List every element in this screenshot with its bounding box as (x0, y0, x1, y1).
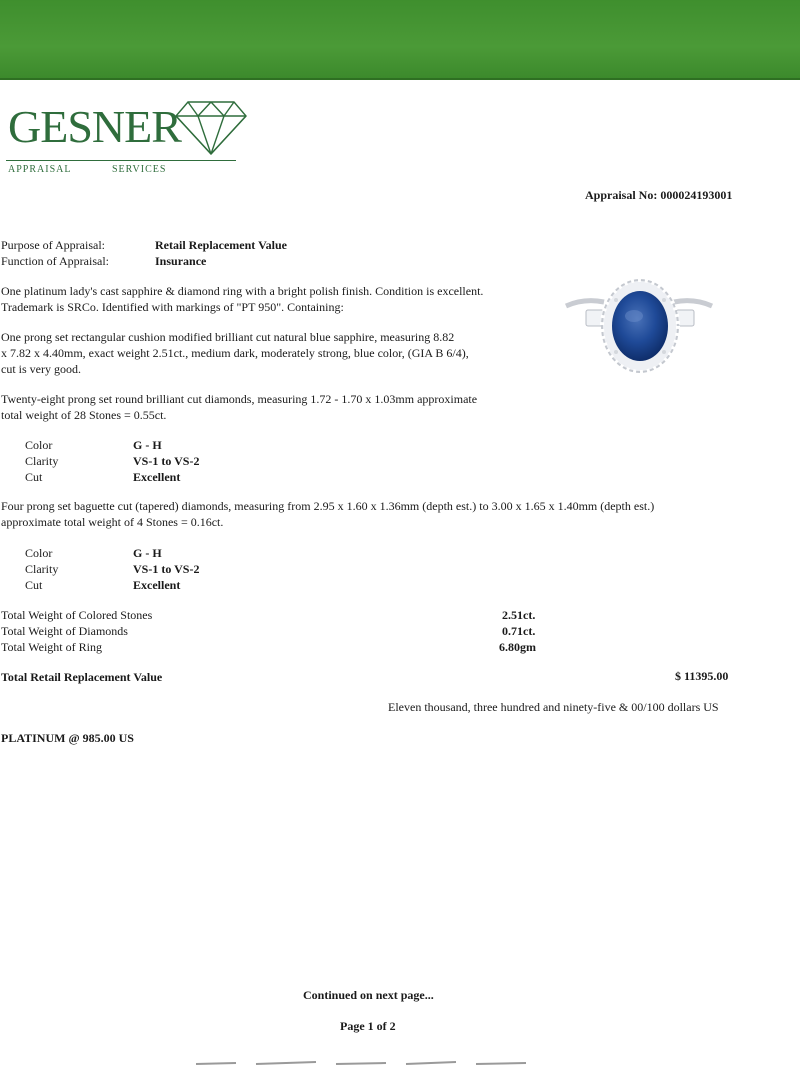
function-value: Insurance (155, 254, 207, 268)
spec1-clarity-label: Clarity (25, 454, 59, 468)
spec2-color-label: Color (25, 546, 53, 560)
total-colored-value: 2.51ct. (502, 608, 536, 622)
desc3-line2: total weight of 28 Stones = 0.55ct. (1, 408, 167, 422)
desc3-line1: Twenty-eight prong set round brilliant cut diamonds, measuring 1.72 - 1.70 x 1.03mm approximate (1, 392, 478, 406)
purpose-label: Purpose of Appraisal: (1, 238, 105, 252)
logo-sub-left: APPRAISAL (8, 164, 72, 175)
header-banner (0, 0, 800, 80)
appraisal-number: Appraisal No: 000024193001 (585, 188, 733, 202)
logo-rule (6, 160, 236, 161)
total-ring-label: Total Weight of Ring (1, 640, 102, 654)
scan-artifact (196, 1058, 526, 1066)
logo-sub-right: SERVICES (112, 164, 167, 175)
desc4-line2: approximate total weight of 4 Stones = 0.16ct. (1, 515, 224, 529)
spec1-clarity-value: VS-1 to VS-2 (133, 454, 200, 468)
diamond-icon (174, 96, 248, 156)
desc1-line1: One platinum lady's cast sapphire & diamond ring with a bright polish finish. Condition is excellent. (1, 284, 484, 298)
desc2-line1: One prong set rectangular cushion modified brilliant cut natural blue sapphire, measuring 8.82 (1, 330, 455, 344)
logo-wordmark: GESNER (8, 101, 181, 152)
desc1-line2: Trademark is SRCo. Identified with markings of "PT 950". Containing: (1, 300, 344, 314)
spec2-clarity-value: VS-1 to VS-2 (133, 562, 200, 576)
spec2-cut-label: Cut (25, 578, 43, 592)
desc2-line3: cut is very good. (1, 362, 81, 376)
total-ring-value: 6.80gm (499, 640, 536, 654)
ring-photo (564, 272, 714, 382)
retail-value: $ 11395.00 (675, 669, 729, 683)
function-label: Function of Appraisal: (1, 254, 109, 268)
spec1-color-value: G - H (133, 438, 162, 452)
continued-note: Continued on next page... (303, 988, 434, 1002)
total-diamonds-label: Total Weight of Diamonds (1, 624, 128, 638)
platinum-price: PLATINUM @ 985.00 US (1, 731, 134, 745)
gesner-logo (6, 96, 246, 180)
purpose-value: Retail Replacement Value (155, 238, 287, 252)
spec1-cut-value: Excellent (133, 470, 181, 484)
spec1-color-label: Color (25, 438, 53, 452)
retail-label: Total Retail Replacement Value (1, 670, 163, 684)
desc4-line1: Four prong set baguette cut (tapered) diamonds, measuring from 2.95 x 1.60 x 1.36mm (depth est.) to 3.00 x 1.65 x 1.40mm (depth est.) (1, 499, 655, 513)
desc2-line2: x 7.82 x 4.40mm, exact weight 2.51ct., medium dark, moderately strong, blue color, (GIA B 6/4), (1, 346, 469, 360)
spec2-color-value: G - H (133, 546, 162, 560)
spec2-cut-value: Excellent (133, 578, 181, 592)
page-number: Page 1 of 2 (340, 1019, 396, 1033)
total-colored-label: Total Weight of Colored Stones (1, 608, 153, 622)
retail-words: Eleven thousand, three hundred and ninety-five & 00/100 dollars US (388, 700, 719, 714)
spec1-cut-label: Cut (25, 470, 43, 484)
total-diamonds-value: 0.71ct. (502, 624, 536, 638)
spec2-clarity-label: Clarity (25, 562, 59, 576)
